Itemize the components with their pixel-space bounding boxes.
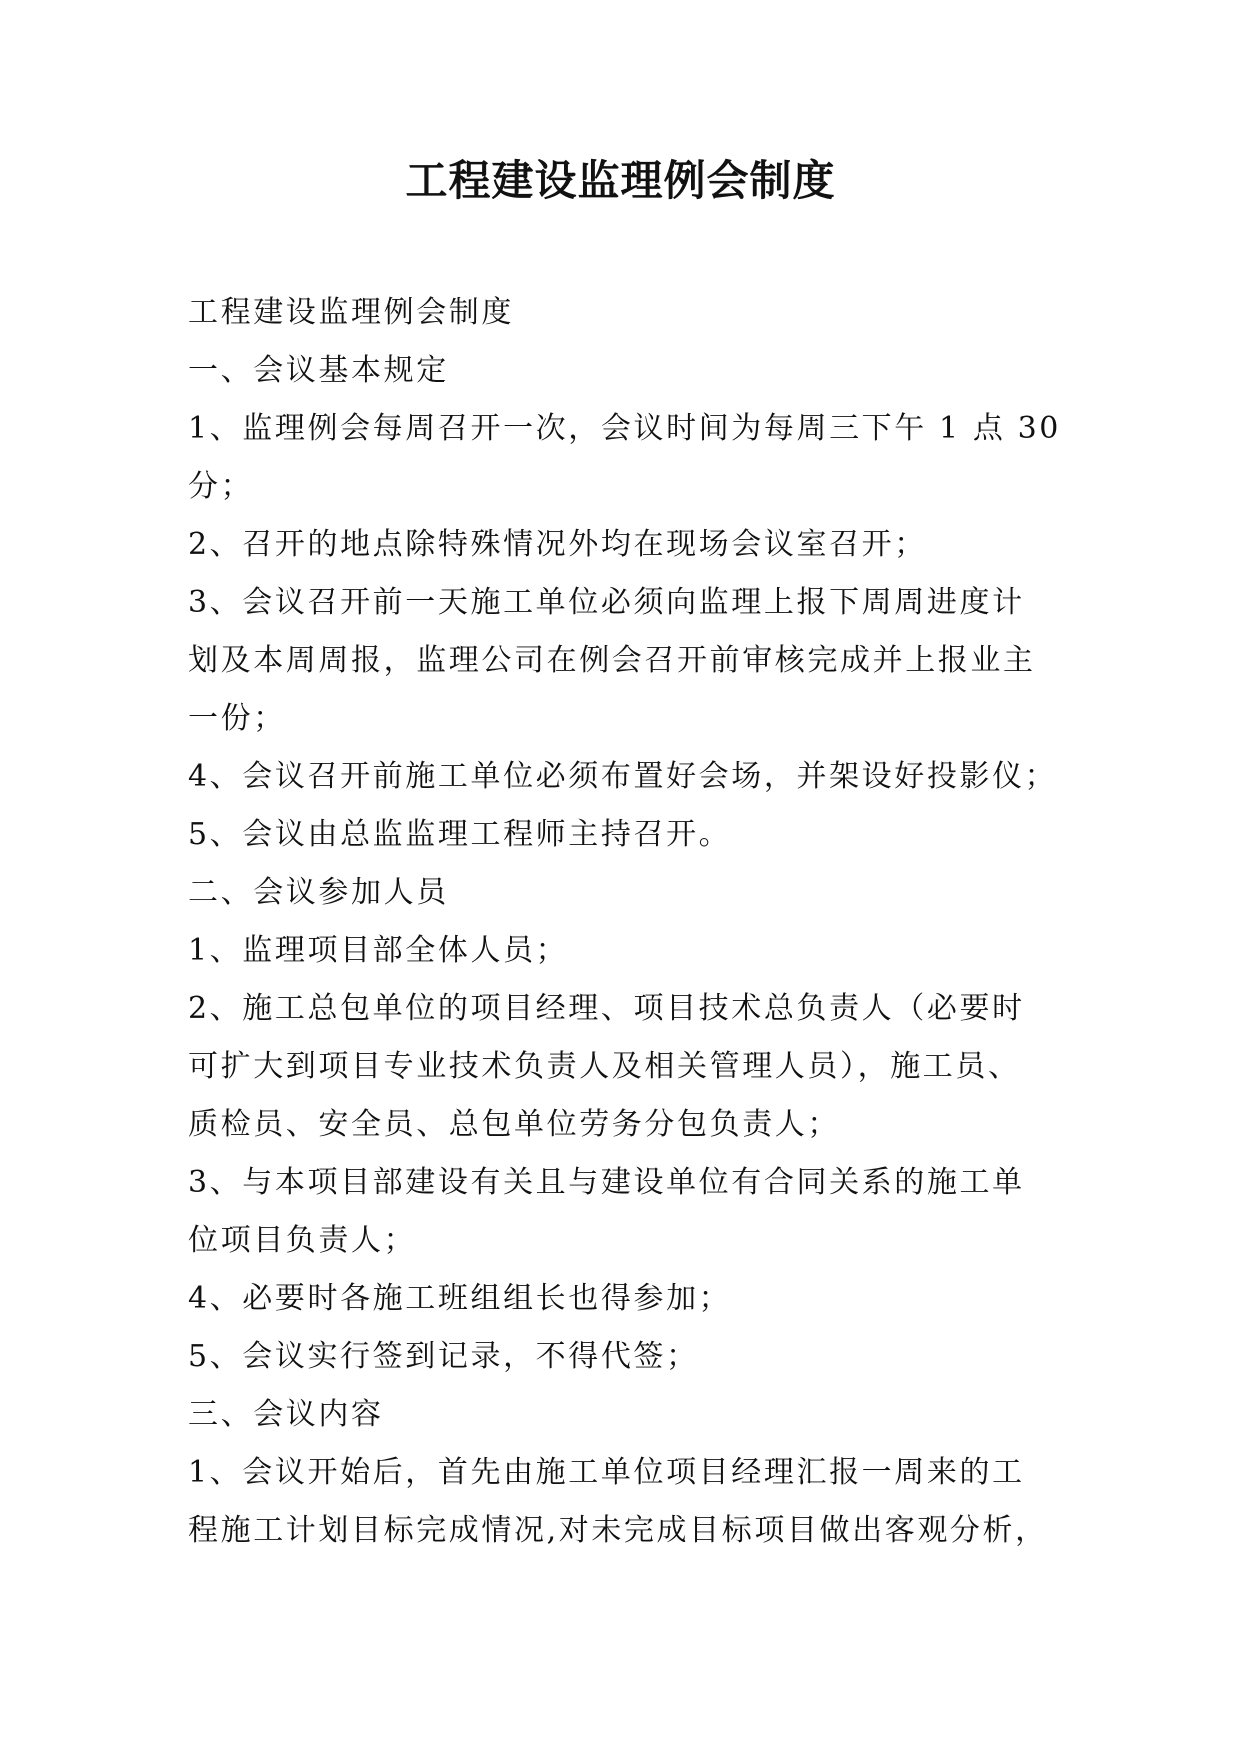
text-line: 1、监理项目部全体人员； (188, 933, 569, 968)
text-line: 位项目负责人； (188, 1223, 417, 1258)
document-body (188, 284, 1061, 1560)
text-line: 程施工计划目标完成情况,对未完成目标项目做出客观分析， (188, 1513, 1048, 1548)
text-line: 划及本周周报，监理公司在例会召开前审核完成并上报业主 (188, 643, 1036, 678)
text-line: 一份； (188, 701, 286, 736)
text-line: 工程建设监理例会制度 (188, 295, 514, 330)
text-line: 5、会议由总监监理工程师主持召开。 (188, 817, 732, 852)
text-line: 5、会议实行签到记录，不得代签； (188, 1339, 699, 1374)
document-title: 工程建设监理例会制度 (405, 156, 836, 205)
text-line: 分； (188, 469, 254, 504)
text-line: 质检员、安全员、总包单位劳务分包负责人； (188, 1107, 840, 1142)
section-heading: 二、会议参加人员 (188, 875, 449, 910)
text-line: 2、召开的地点除特殊情况外均在现场会议室召开； (188, 527, 927, 562)
text-line: 可扩大到项目专业技术负责人及相关管理人员），施工员、 (188, 1049, 1021, 1084)
text-line: 4、必要时各施工班组组长也得参加； (188, 1281, 732, 1316)
text-line: 4、会议召开前施工单位必须布置好会场，并架设好投影仪； (188, 759, 1058, 794)
section-heading: 三、会议内容 (188, 1397, 384, 1432)
text-line: 2、施工总包单位的项目经理、项目技术总负责人（必要时 (188, 991, 1025, 1026)
section-heading: 一、会议基本规定 (188, 353, 449, 388)
text-line: 1、会议开始后，首先由施工单位项目经理汇报一周来的工 (188, 1455, 1025, 1490)
text-line: 3、与本项目部建设有关且与建设单位有合同关系的施工单 (188, 1165, 1025, 1200)
text-line: 3、会议召开前一天施工单位必须向监理上报下周周进度计 (188, 585, 1025, 620)
text-line: 1、监理例会每周召开一次，会议时间为每周三下午 1 点 30 (188, 411, 1061, 446)
